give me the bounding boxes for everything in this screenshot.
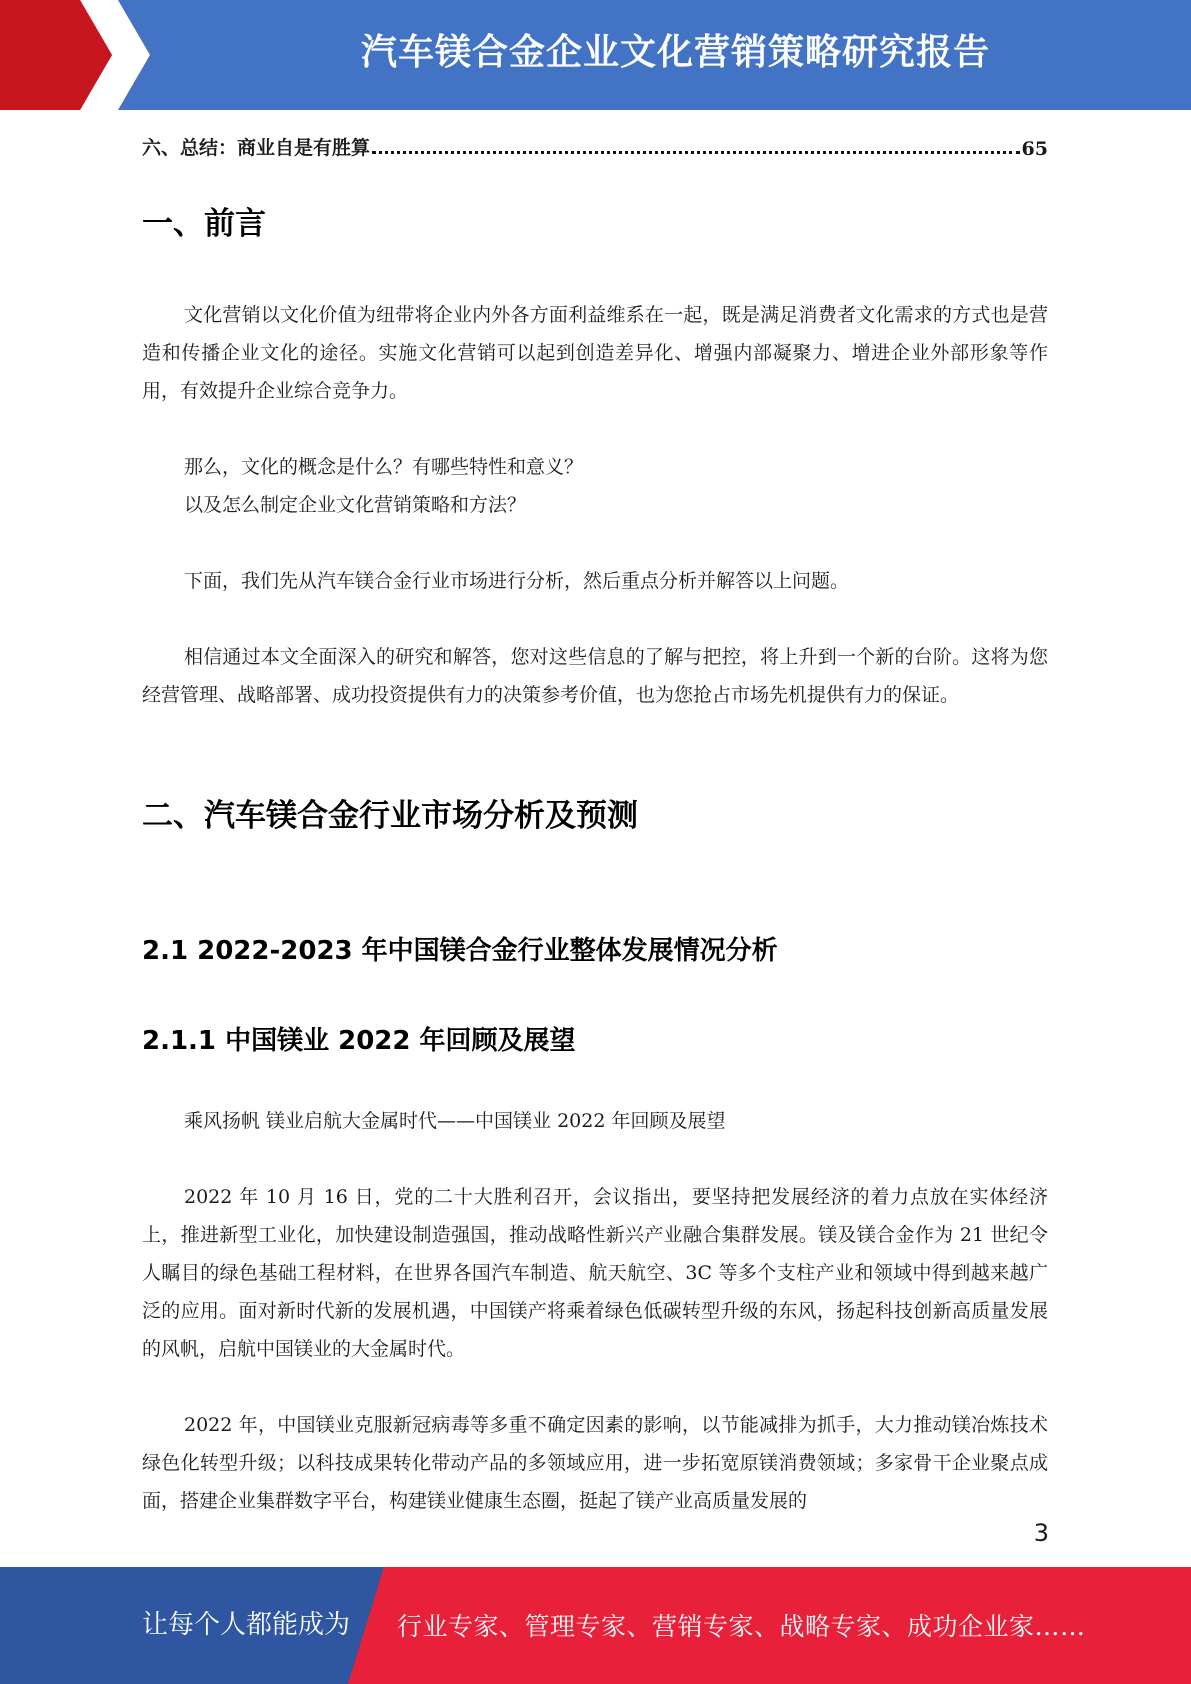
section-heading-market-analysis: 二、汽车镁合金行业市场分析及预测	[142, 798, 638, 834]
page-footer	[0, 1567, 1191, 1684]
toc-entry-label: 六、总结：商业自是有胜算	[142, 137, 371, 159]
paragraph: 相信通过本文全面深入的研究和解答，您对这些信息的了解与把控，将上升到一个新的台阶。这将为您经营管理、战略部署、成功投资提供有力的决策参考价值，也为您抢占市场先机提供有力的保证。	[142, 646, 1048, 706]
paragraph: 2022 年，中国镁业克服新冠病毒等多重不确定因素的影响，以节能减排为抓手，大力推动镁冶炼技术绿色化转型升级；以科技成果转化带动产品的多领域应用，进一步拓宽原镁消费领域；多家骨干企业聚点成面，搭建企业集群数字平台，构建镁业健康生态圈，挺起了镁产业高质量发展的	[142, 1414, 1048, 1512]
paragraph: 下面，我们先从汽车镁合金行业市场进行分析，然后重点分析并解答以上问题。	[184, 570, 850, 592]
subsubsection-heading: 2.1.1 中国镁业 2022 年回顾及展望	[142, 1026, 576, 1056]
paragraph: 2022 年 10 月 16 日，党的二十大胜利召开，会议指出，要坚持把发展经济的着力点放在实体经济上，推进新型工业化，加快建设制造强国，推动战略性新兴产业融合集群发展。镁及镁合金作为 21 世纪令人瞩目的绿色基础工程材料，在世界各国汽车制造、航天航空、3C 等多个支柱产业和领域中得到越来越广泛的应用。面对新时代新的发展机遇，中国镁产将乘着绿色低碳转型升级的东风，扬起科技创新高质量发展的风帆，启航中国镁业的大金属时代。	[142, 1186, 1048, 1360]
paragraph: 文化营销以文化价值为纽带将企业内外各方面利益维系在一起，既是满足消费者文化需求的方式也是营造和传播企业文化的途径。实施文化营销可以起到创造差异化、增强内部凝聚力、增进企业外部形象等作用，有效提升企业综合竞争力。	[142, 304, 1048, 402]
section-heading-preface: 一、前言	[142, 206, 266, 242]
toc-entry[interactable]	[142, 130, 1048, 160]
paragraph: 乘风扬帆 镁业启航大金属时代——中国镁业 2022 年回顾及展望	[184, 1110, 726, 1132]
subsection-heading: 2.1 2022-2023 年中国镁合金行业整体发展情况分析	[142, 936, 778, 966]
toc-leader-dots	[372, 151, 1020, 154]
report-title: 汽车镁合金企业文化营销策略研究报告	[360, 32, 990, 73]
toc-entry-page: 65	[1021, 138, 1048, 160]
footer-slogan-right: 行业专家、管理专家、营销专家、战略专家、成功企业家……	[397, 1612, 1086, 1641]
footer-slogan-left: 让每个人都能成为	[142, 1610, 351, 1640]
paragraph: 那么，文化的概念是什么？有哪些特性和意义？	[184, 456, 584, 478]
page-header	[0, 0, 1191, 110]
paragraph: 以及怎么制定企业文化营销策略和方法？	[184, 494, 527, 516]
page-number: 3	[1033, 1519, 1049, 1547]
